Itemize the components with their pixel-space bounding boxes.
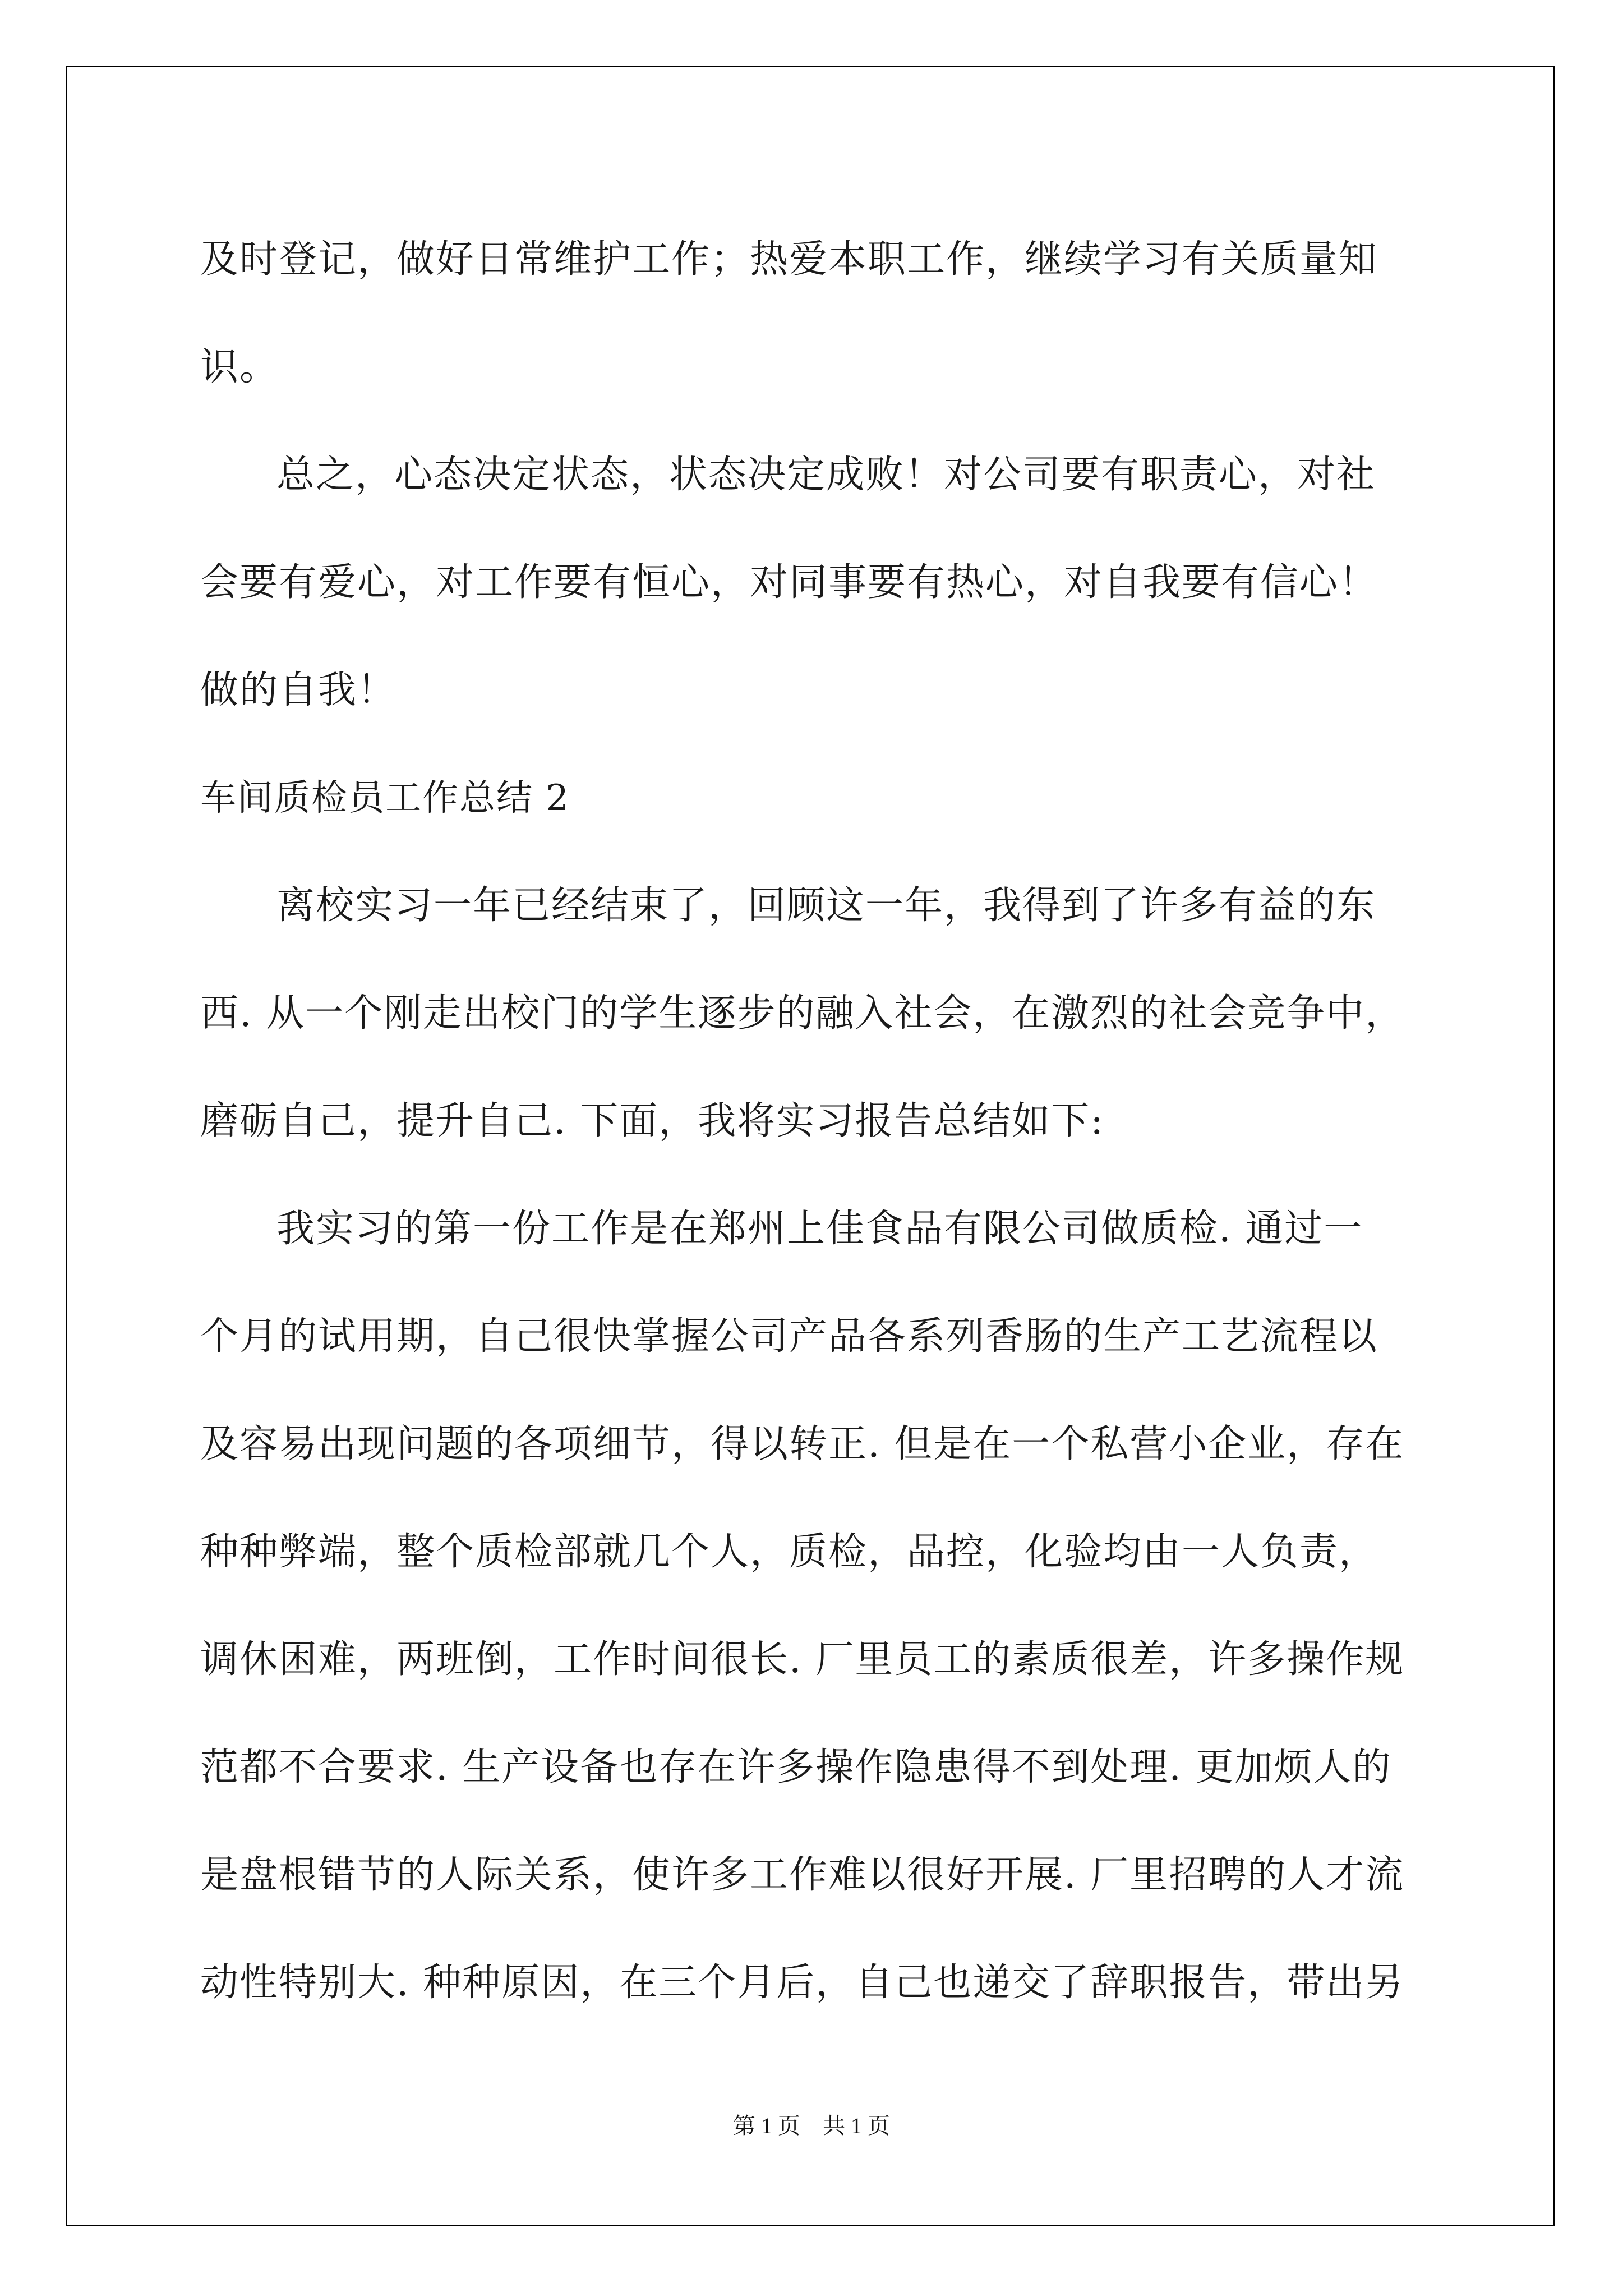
text-line: 磨砺自己，提升自己. 下面，我将实习报告总结如下:: [200, 1099, 1105, 1143]
text-line: 动性特别大. 种种原因，在三个月后，自己也递交了辞职报告，带出另: [200, 1961, 1405, 2005]
page-footer: 第 1 页 共 1 页: [733, 2113, 890, 2138]
paragraph-start-line: 离校实习一年已经结束了，回顾这一年，我得到了许多有益的东: [276, 884, 1376, 928]
text-line: 调休困难，两班倒，工作时间很长. 厂里员工的素质很差，许多操作规: [200, 1637, 1405, 1682]
paragraph-start-line: 我实习的第一份工作是在郑州上佳食品有限公司做质检. 通过一: [276, 1207, 1363, 1251]
paragraph-start-line: 总之，心态决定状态，状态决定成败！对公司要有职责心，对社: [276, 453, 1376, 497]
text-line: 及容易出现问题的各项细节，得以转正. 但是在一个私营小企业，存在: [200, 1422, 1405, 1466]
text-line: 是盘根错节的人际关系，使许多工作难以很好开展. 厂里招聘的人才流: [200, 1853, 1405, 1897]
text-line: 范都不合要求. 生产设备也存在许多操作隐患得不到处理. 更加烦人的: [200, 1745, 1392, 1789]
text-line: 种种弊端，整个质检部就几个人，质检，品控，化验均由一人负责，: [200, 1530, 1378, 1574]
text-line: 会要有爱心，对工作要有恒心，对同事要有热心，对自我要有信心！: [200, 560, 1378, 605]
text-line: 识。: [200, 345, 279, 389]
text-line: 做的自我！: [200, 668, 397, 712]
document-body: [200, 206, 1434, 2037]
text-line: 西. 从一个刚走出校门的学生逐步的融入社会，在激烈的社会竞争中，: [200, 991, 1405, 1036]
section-heading: 车间质检员工作总结 2: [200, 777, 570, 819]
text-line: 个月的试用期，自己很快掌握公司产品各系列香肠的生产工艺流程以: [200, 1314, 1378, 1359]
text-line: 及时登记，做好日常维护工作；热爱本职工作，继续学习有关质量知: [200, 237, 1378, 282]
